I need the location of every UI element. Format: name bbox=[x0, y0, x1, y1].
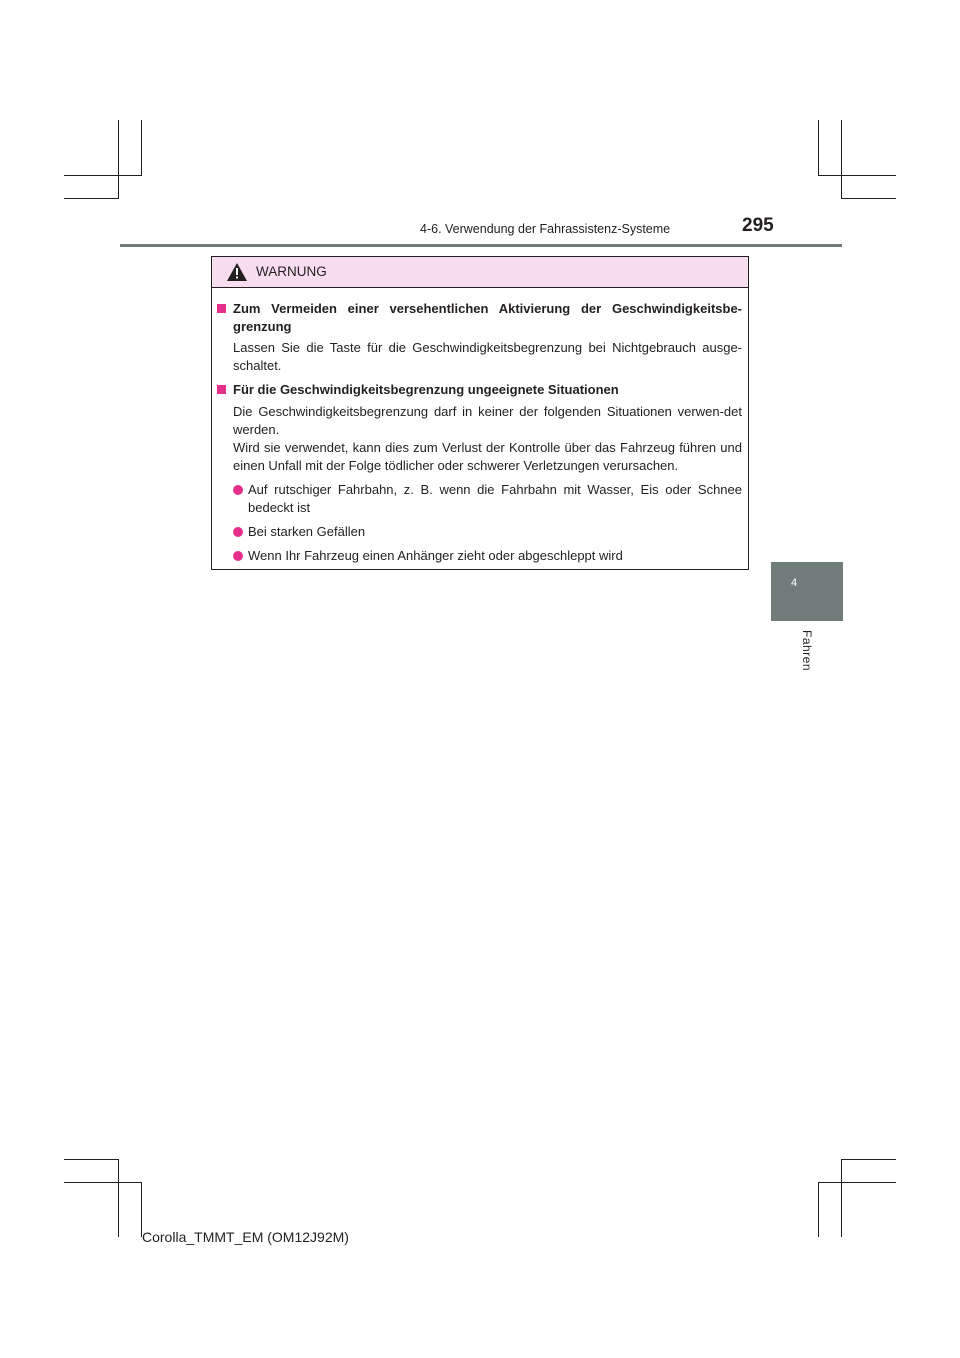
crop-mark bbox=[841, 198, 896, 199]
list-item bbox=[233, 481, 742, 517]
crop-mark bbox=[841, 1159, 842, 1237]
warning-triangle-icon bbox=[227, 263, 247, 281]
crop-mark bbox=[818, 1182, 819, 1237]
crop-mark bbox=[841, 1159, 896, 1160]
warning-section bbox=[217, 300, 742, 375]
crop-mark bbox=[818, 175, 896, 176]
chapter-tab bbox=[771, 562, 843, 621]
section-heading: Zum Vermeiden einer versehentlichen Aktivierung der Geschwindigkeitsbe-grenzung bbox=[233, 301, 742, 334]
warning-body bbox=[212, 288, 748, 565]
list-item bbox=[233, 523, 742, 541]
chapter-number: 4 bbox=[791, 577, 798, 589]
crop-mark bbox=[64, 175, 142, 176]
section-text: Die Geschwindigkeitsbegrenzung darf in keiner der folgenden Situationen verwen-det werden. bbox=[233, 404, 742, 437]
crop-mark bbox=[64, 198, 119, 199]
round-bullet-icon bbox=[233, 527, 243, 537]
crop-mark bbox=[818, 1182, 896, 1183]
section-heading: Für die Geschwindigkeitsbegrenzung ungeeignete Situationen bbox=[233, 382, 619, 397]
list-item bbox=[233, 547, 742, 565]
round-bullet-icon bbox=[233, 485, 243, 495]
crop-mark bbox=[841, 120, 842, 198]
page-number: 295 bbox=[742, 215, 774, 236]
section-text: Wird sie verwendet, kann dies zum Verlust der Kontrolle über das Fahrzeug führen und einen Unfall mit der Folge tödlicher oder schwerer Verletzungen verursachen. bbox=[233, 440, 742, 473]
crop-mark bbox=[118, 120, 119, 198]
crop-mark bbox=[141, 120, 142, 175]
section-title: 4-6. Verwendung der Fahrassistenz-Systeme bbox=[420, 222, 671, 236]
warning-title: WARNUNG bbox=[256, 264, 327, 279]
list-item-text: Wenn Ihr Fahrzeug einen Anhänger zieht oder abgeschleppt wird bbox=[248, 548, 623, 563]
warning-header bbox=[212, 257, 748, 288]
manual-id: Corolla_TMMT_EM (OM12J92M) bbox=[142, 1229, 349, 1245]
crop-mark bbox=[818, 120, 819, 175]
chapter-label: Fahren bbox=[800, 630, 814, 672]
crop-mark bbox=[64, 1159, 119, 1160]
crop-mark bbox=[64, 1182, 142, 1183]
round-bullet-icon bbox=[233, 551, 243, 561]
warning-box bbox=[211, 256, 749, 570]
section-text: Lassen Sie die Taste für die Geschwindigkeitsbegrenzung bei Nichtgebrauch ausge-schaltet. bbox=[233, 340, 742, 373]
header-rule bbox=[120, 244, 842, 247]
list-item-text: Auf rutschiger Fahrbahn, z. B. wenn die Fahrbahn mit Wasser, Eis oder Schnee bedeckt ist bbox=[248, 482, 742, 515]
list-item-text: Bei starken Gefällen bbox=[248, 524, 366, 539]
warning-section bbox=[217, 381, 742, 565]
square-bullet-icon bbox=[217, 385, 226, 394]
crop-mark bbox=[118, 1159, 119, 1237]
square-bullet-icon bbox=[217, 304, 226, 313]
